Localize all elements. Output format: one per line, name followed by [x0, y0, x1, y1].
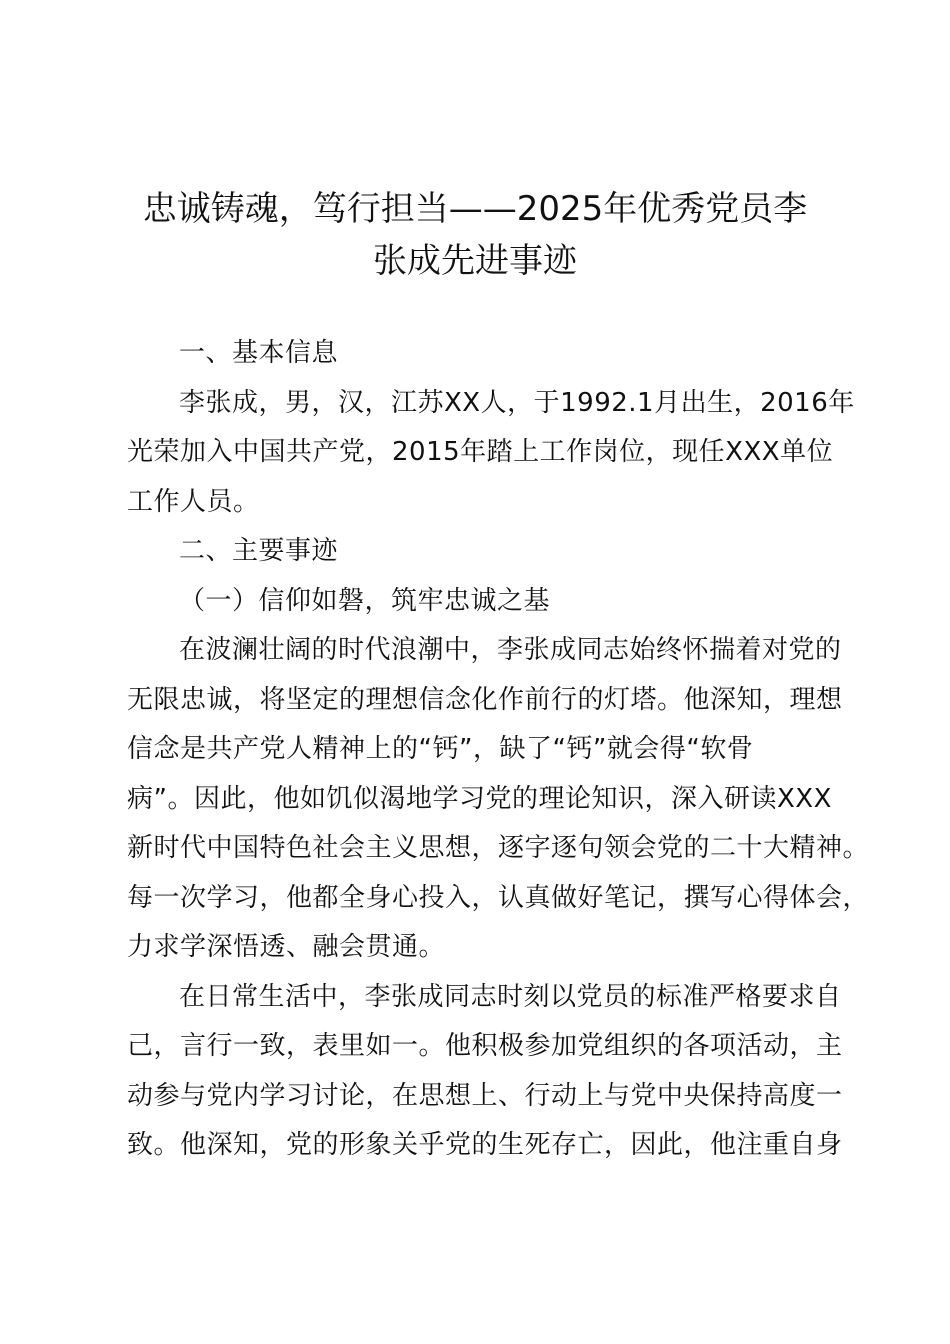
paragraph-line: 己，言行一致，表里如一。他积极参加党组织的各项活动，主 — [127, 1031, 843, 1061]
paragraph-line: 工作人员。 — [127, 486, 260, 517]
paragraph-line: 信念是共产党人精神上的“钙”，缺了“钙”就会得“软骨 — [127, 734, 754, 764]
paragraph-line: 在日常生活中，李张成同志时刻以党员的标准严格要求自 — [179, 981, 842, 1012]
paragraph-line: 每一次学习，他都全身心投入，认真做好笔记，撰写心得体会， — [127, 882, 870, 913]
section-heading-basic-info: 一、基本信息 — [179, 338, 339, 368]
document-body — [127, 329, 870, 1171]
subsection-heading-faith: （一）信仰如磐，筑牢忠诚之基 — [179, 585, 551, 616]
paragraph-line: 病”。因此，他如饥似渴地学习党的理论知识，深入研读XXX — [127, 783, 832, 814]
document-title-line-2: 张成先进事迹 — [373, 241, 577, 281]
paragraph-line: 新时代中国特色社会主义思想，逐字逐句领会党的二十大精神。 — [127, 833, 870, 863]
document-title-line-1: 忠诚铸魂，笃行担当——2025年优秀党员李 — [142, 189, 808, 229]
section-heading-main-deeds: 二、主要事迹 — [179, 536, 339, 566]
paragraph-line: 力求学深悟透、融会贯通。 — [127, 932, 446, 962]
paragraph-line: 李张成，男，汉，江苏XX人，于1992.1月出生，2016年 — [179, 387, 855, 418]
paragraph-line: 致。他深知，党的形象关乎党的生死存亡，因此，他注重自身 — [127, 1130, 843, 1160]
paragraph-line: 光荣加入中国共产党，2015年踏上工作岗位，现任XXX单位 — [127, 437, 834, 467]
paragraph-line: 动参与党内学习讨论，在思想上、行动上与党中央保持高度一 — [127, 1080, 843, 1111]
paragraph-line: 在波澜壮阔的时代浪潮中，李张成同志始终怀揣着对党的 — [179, 635, 842, 665]
paragraph-line: 无限忠诚，将坚定的理想信念化作前行的灯塔。他深知，理想 — [127, 684, 843, 715]
